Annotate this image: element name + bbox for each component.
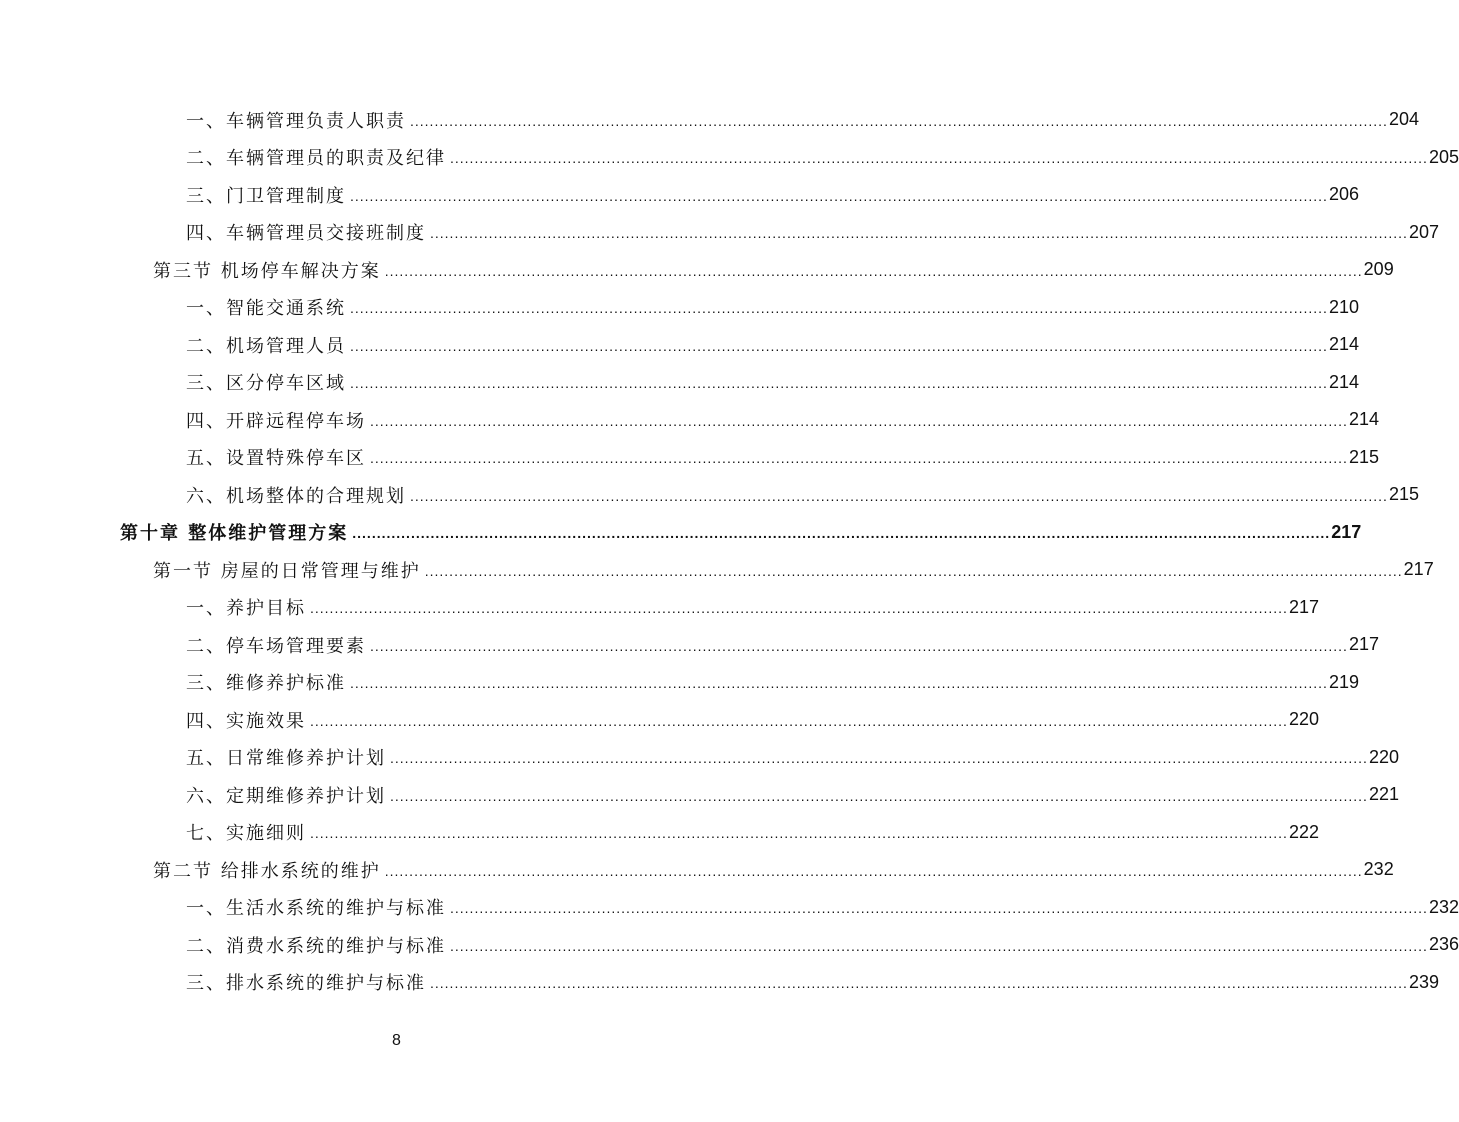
toc-entry-title: 一、养护目标 (186, 598, 306, 620)
toc-entry-title: 六、机场整体的合理规划 (186, 485, 406, 507)
dot-leader: ........................................................................................................................................................................................................ (370, 450, 1348, 466)
dot-leader: ........................................................................................................................................................................................................ (350, 675, 1328, 691)
toc-entry[interactable] (120, 514, 1362, 552)
toc-entry[interactable] (186, 139, 1459, 177)
toc-entry[interactable] (186, 964, 1439, 1002)
toc-entry[interactable] (186, 176, 1359, 214)
toc-entry-title: 一、智能交通系统 (186, 298, 346, 320)
toc-entry-title: 第一节 房屋的日常管理与维护 (153, 560, 421, 582)
toc-entry-title: 第十章 整体维护管理方案 (120, 523, 349, 545)
toc-entry-page: 204 (1388, 109, 1419, 130)
dot-leader: ........................................................................................................................................................................................................ (384, 862, 1363, 879)
toc-entry[interactable] (186, 814, 1319, 852)
toc-entry[interactable] (186, 739, 1399, 777)
dot-leader: ........................................................................................................................................................................................................ (370, 637, 1348, 654)
toc-entry[interactable] (186, 439, 1379, 477)
dot-leader: ........................................................................................................................................................................................................ (352, 525, 1331, 541)
toc-entry-page: 217 (1348, 634, 1379, 655)
toc-entry-title: 四、实施效果 (186, 710, 306, 732)
dot-leader: ........................................................................................................................................................................................................ (410, 112, 1388, 129)
toc-entry-page: 205 (1428, 146, 1459, 167)
toc-entry[interactable] (153, 251, 1394, 289)
toc-entry[interactable] (186, 326, 1359, 364)
toc-entry[interactable] (186, 889, 1459, 927)
toc-entry-page: 214 (1328, 371, 1359, 392)
toc-entry[interactable] (186, 401, 1379, 439)
toc-entry-title: 三、排水系统的维护与标准 (186, 973, 426, 995)
toc-entry-title: 五、设置特殊停车区 (186, 448, 366, 470)
dot-leader: ........................................................................................................................................................................................................ (310, 600, 1288, 616)
dot-leader: ........................................................................................................................................................................................................ (350, 187, 1328, 204)
toc-entry-title: 四、开辟远程停车场 (186, 410, 366, 432)
toc-entry-title: 三、门卫管理制度 (186, 185, 346, 207)
dot-leader: ........................................................................................................................................................................................................ (450, 937, 1428, 954)
toc-entry-page: 217 (1288, 596, 1319, 617)
toc-entry-page: 206 (1328, 184, 1359, 205)
toc-entry-page: 215 (1388, 484, 1419, 505)
toc-entry-page: 232 (1428, 896, 1459, 917)
toc-entry[interactable] (186, 101, 1419, 139)
dot-leader: ........................................................................................................................................................................................................ (310, 825, 1288, 841)
toc-entry-page: 236 (1428, 934, 1459, 955)
dot-leader: ........................................................................................................................................................................................................ (350, 337, 1328, 354)
toc-entry[interactable] (186, 776, 1399, 814)
dot-leader: ........................................................................................................................................................................................................ (390, 750, 1368, 766)
dot-leader: ........................................................................................................................................................................................................ (430, 225, 1408, 241)
page-number: 8 (392, 1032, 401, 1049)
dot-leader: ........................................................................................................................................................................................................ (410, 487, 1388, 504)
toc-entry[interactable] (186, 926, 1459, 964)
dot-leader: ........................................................................................................................................................................................................ (450, 150, 1428, 166)
toc-entry-title: 第三节 机场停车解决方案 (153, 260, 381, 282)
toc-entry-page: 214 (1348, 409, 1379, 430)
toc-entry[interactable] (186, 701, 1319, 739)
toc-entry[interactable] (186, 289, 1359, 327)
dot-leader: ........................................................................................................................................................................................................ (350, 300, 1328, 316)
dot-leader: ........................................................................................................................................................................................................ (384, 262, 1363, 279)
dot-leader: ........................................................................................................................................................................................................ (310, 712, 1288, 729)
toc-entry-title: 三、维修养护标准 (186, 673, 346, 695)
toc-entry[interactable] (186, 214, 1439, 252)
toc-entry-page: 239 (1408, 971, 1439, 992)
toc-entry-title: 二、机场管理人员 (186, 335, 346, 357)
toc-entry-title: 一、生活水系统的维护与标准 (186, 898, 446, 920)
toc-entry[interactable] (153, 551, 1434, 589)
toc-entry[interactable] (153, 851, 1394, 889)
toc-entry-page: 221 (1368, 784, 1399, 805)
table-of-contents (0, 101, 1459, 1001)
toc-entry-page: 220 (1288, 709, 1319, 730)
toc-entry-page: 207 (1408, 221, 1439, 242)
toc-entry-page: 222 (1288, 821, 1319, 842)
toc-entry-page: 210 (1328, 296, 1359, 317)
toc-entry-page: 219 (1328, 671, 1359, 692)
dot-leader: ........................................................................................................................................................................................................ (424, 562, 1403, 579)
toc-entry-page: 214 (1328, 334, 1359, 355)
toc-entry[interactable] (186, 664, 1359, 702)
toc-entry-title: 二、停车场管理要素 (186, 635, 366, 657)
toc-entry-page: 220 (1368, 746, 1399, 767)
toc-entry[interactable] (186, 476, 1419, 514)
toc-entry-title: 二、消费水系统的维护与标准 (186, 935, 446, 957)
dot-leader: ........................................................................................................................................................................................................ (450, 900, 1428, 916)
toc-entry-page: 215 (1348, 446, 1379, 467)
toc-entry-page: 232 (1363, 859, 1394, 880)
dot-leader: ........................................................................................................................................................................................................ (430, 975, 1408, 991)
toc-entry-title: 七、实施细则 (186, 823, 306, 845)
toc-entry-title: 二、车辆管理员的职责及纪律 (186, 148, 446, 170)
toc-entry[interactable] (186, 364, 1359, 402)
toc-entry-title: 第二节 给排水系统的维护 (153, 860, 381, 882)
dot-leader: ........................................................................................................................................................................................................ (390, 787, 1368, 804)
toc-entry-page: 217 (1331, 521, 1362, 542)
toc-entry-page: 209 (1363, 259, 1394, 280)
toc-entry[interactable] (186, 626, 1379, 664)
toc-entry[interactable] (186, 589, 1319, 627)
toc-entry-title: 一、车辆管理负责人职责 (186, 110, 406, 132)
toc-entry-title: 五、日常维修养护计划 (186, 748, 386, 770)
toc-entry-title: 六、定期维修养护计划 (186, 785, 386, 807)
toc-entry-title: 四、车辆管理员交接班制度 (186, 223, 426, 245)
dot-leader: ........................................................................................................................................................................................................ (350, 375, 1328, 391)
toc-entry-page: 217 (1403, 559, 1434, 580)
dot-leader: ........................................................................................................................................................................................................ (370, 412, 1348, 429)
toc-entry-title: 三、区分停车区域 (186, 373, 346, 395)
